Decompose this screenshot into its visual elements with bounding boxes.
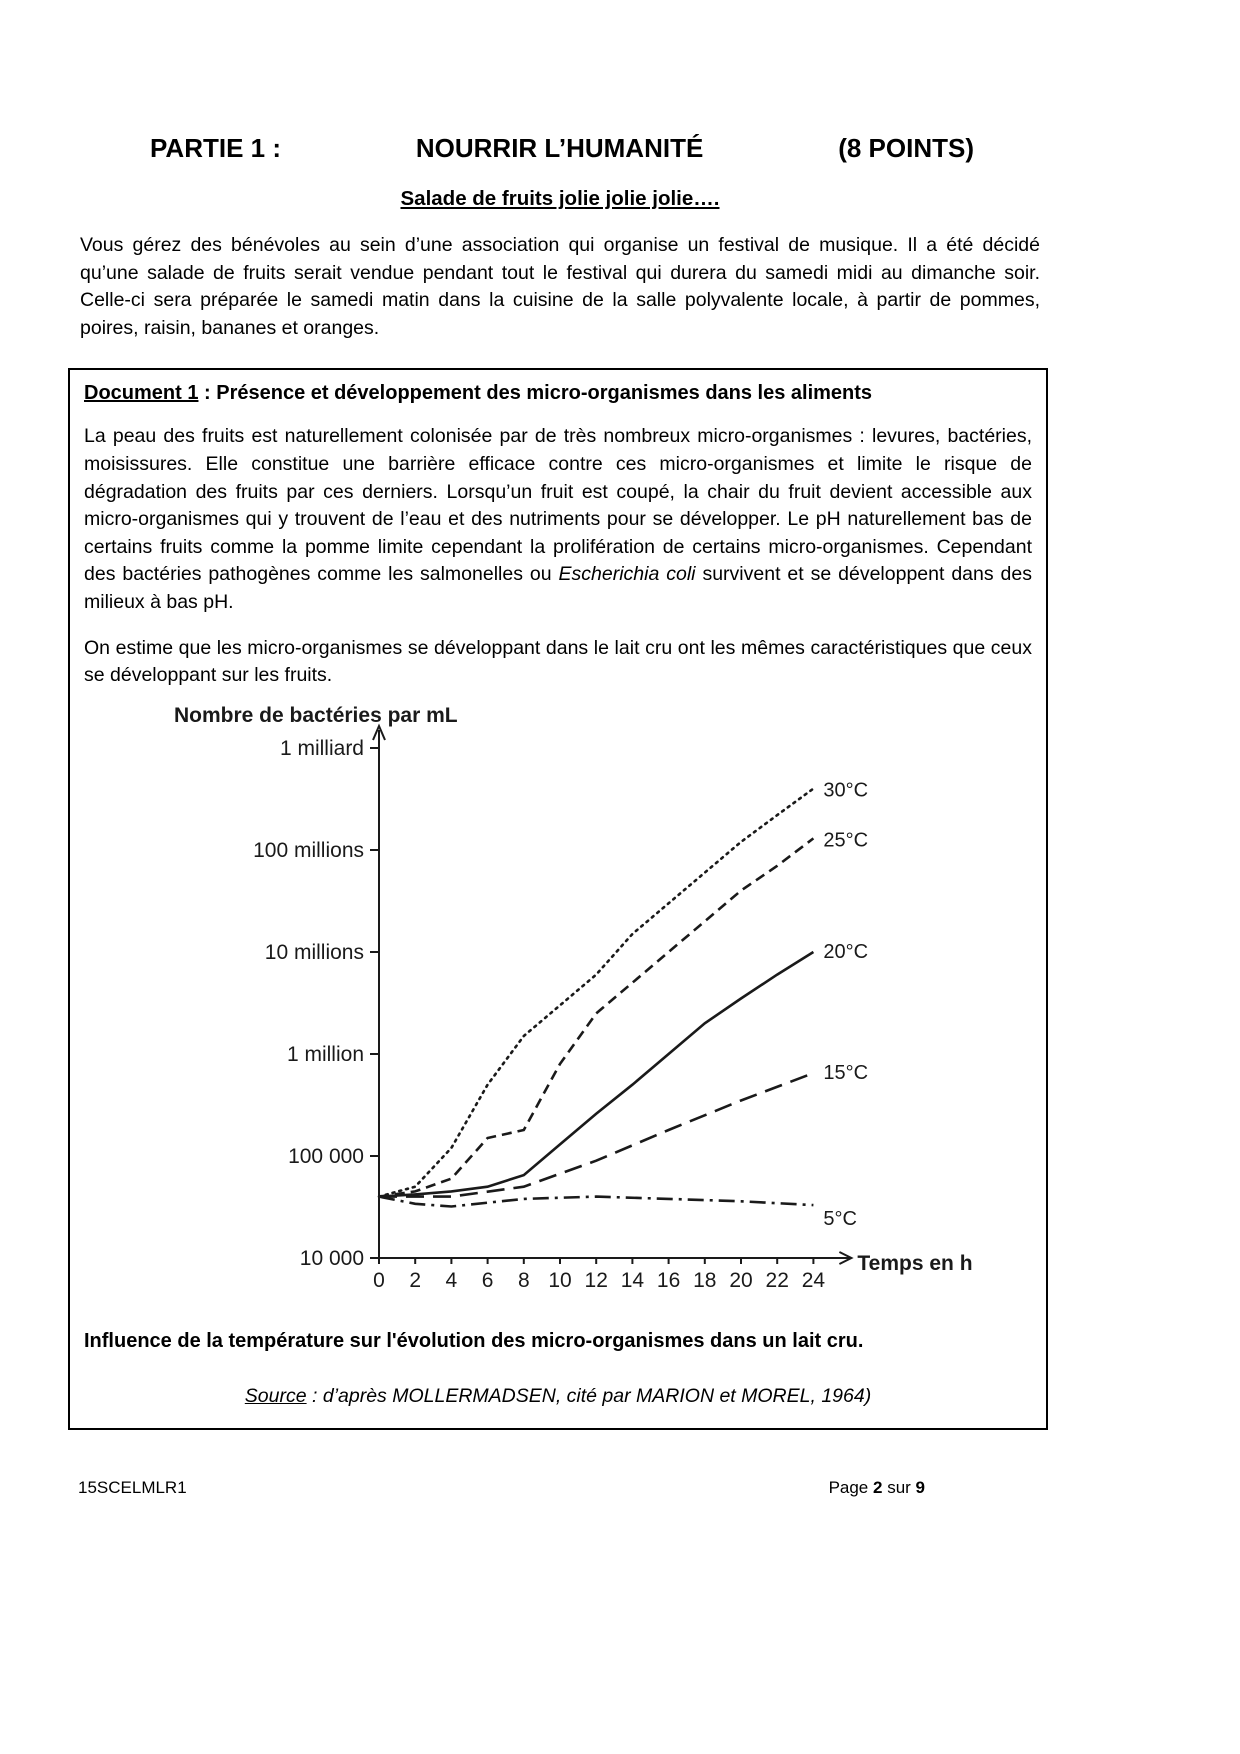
y-tick-label: 1 milliard [279, 736, 364, 760]
source-label: Source [244, 1384, 307, 1407]
chart-caption: Influence de la température sur l'évolution des micro-organismes dans un lait cru. [84, 1329, 864, 1352]
page-title: NOURRIR L’HUMANITÉ [415, 133, 704, 163]
document1-title [84, 382, 1032, 405]
exercise-subtitle: Salade de fruits jolie jolie jolie…. [400, 187, 720, 210]
x-tick-label: 0 [373, 1268, 385, 1292]
document1-title-rest: : Présence et développement des micro-organismes dans les aliments [198, 382, 873, 405]
x-tick-label: 10 [548, 1268, 572, 1292]
chart-y-axis-title: Nombre de bactéries par mL [174, 703, 458, 727]
document1-title-label: Document 1 [84, 382, 199, 405]
y-tick-label: 10 000 [299, 1246, 364, 1270]
header-points-label: (8 POINTS) [838, 133, 974, 163]
x-tick-label: 24 [801, 1268, 826, 1292]
para1-species-name: Escherichia coli [558, 563, 696, 586]
bacteria-growth-chart [84, 700, 1032, 1320]
x-tick-label: 22 [765, 1268, 789, 1292]
y-tick-label: 10 millions [264, 940, 364, 964]
x-tick-label: 12 [584, 1268, 608, 1292]
x-tick-label: 8 [517, 1268, 530, 1292]
series-label-20c: 20°C [823, 940, 869, 963]
series-line-25c [379, 838, 813, 1196]
footer-page-prefix: Page [828, 1478, 873, 1497]
document1-box [68, 368, 1048, 1429]
footer-page-mid: sur [882, 1478, 916, 1497]
footer-page-total: 9 [915, 1478, 925, 1497]
x-tick-label: 2 [409, 1268, 422, 1292]
x-tick-label: 18 [693, 1268, 717, 1292]
intro-paragraph: Vous gérez des bénévoles au sein d’une association qui organise un festival de musique. Il a été décidé qu’une salade de fruits serait vendue pendant tout le festival qui durera du samedi midi au dimanche soir. Celle-ci sera préparée le samedi matin dans la cuisine de la salle polyvalente locale, à partir de pommes, poires, raisin, bananes et oranges. [80, 234, 1040, 339]
x-tick-label: 6 [481, 1268, 494, 1292]
series-label-30c: 30°C [823, 779, 869, 802]
y-tick-label: 100 000 [288, 1144, 364, 1168]
x-tick-label: 20 [729, 1268, 753, 1292]
footer-page-current: 2 [873, 1478, 883, 1497]
source-line [84, 1385, 1032, 1408]
header-part-label: PARTIE 1 : [150, 133, 281, 163]
x-tick-label: 4 [445, 1268, 458, 1292]
footer-reference: 15SCELMLR1 [78, 1478, 187, 1497]
chart-x-axis-title: Temps en h [857, 1251, 973, 1275]
footer-page-number [829, 1478, 925, 1498]
para1-text-before: La peau des fruits est naturellement colonisée par de très nombreux micro-organismes : levures, bactéries, moisissures. Elle constitue une barrière efficace contre ces micro-organismes et limite le risque de dégradation des fruits par ces derniers. Lorsqu’un fruit est coupé, la chair du fruit devient accessible aux micro-organismes qui y trouvent de l’eau et des nutriments pour se développer. Le pH naturellement bas de certains fruits comme la pomme limite cependant la prolifération de certains micro-organismes. Cependant des bactéries pathogènes comme les salmonelles ou [84, 425, 1032, 586]
para1-text-after: survivent et se développent dans des milieux à bas pH. [84, 563, 1032, 613]
document1-paragraph-2: On estime que les micro-organismes se développant dans le lait cru ont les mêmes caractéristiques que ceux se développant sur les fruits. [84, 636, 1032, 687]
source-rest: : d’après MOLLERMADSEN, cité par MARION et MOREL, 1964) [306, 1384, 872, 1407]
y-tick-label: 100 millions [253, 838, 364, 862]
series-label-15c: 15°C [823, 1061, 869, 1084]
series-label-25c: 25°C [823, 829, 869, 852]
page-header [80, 133, 1040, 164]
series-line-5c [379, 1196, 813, 1206]
document1-paragraph-1 [84, 423, 1032, 616]
x-tick-label: 14 [620, 1268, 645, 1292]
series-line-15c [379, 1073, 813, 1197]
series-label-5c: 5°C [823, 1207, 857, 1230]
x-tick-label: 16 [656, 1268, 681, 1292]
chart-svg [84, 700, 984, 1320]
y-tick-label: 1 million [286, 1042, 364, 1066]
